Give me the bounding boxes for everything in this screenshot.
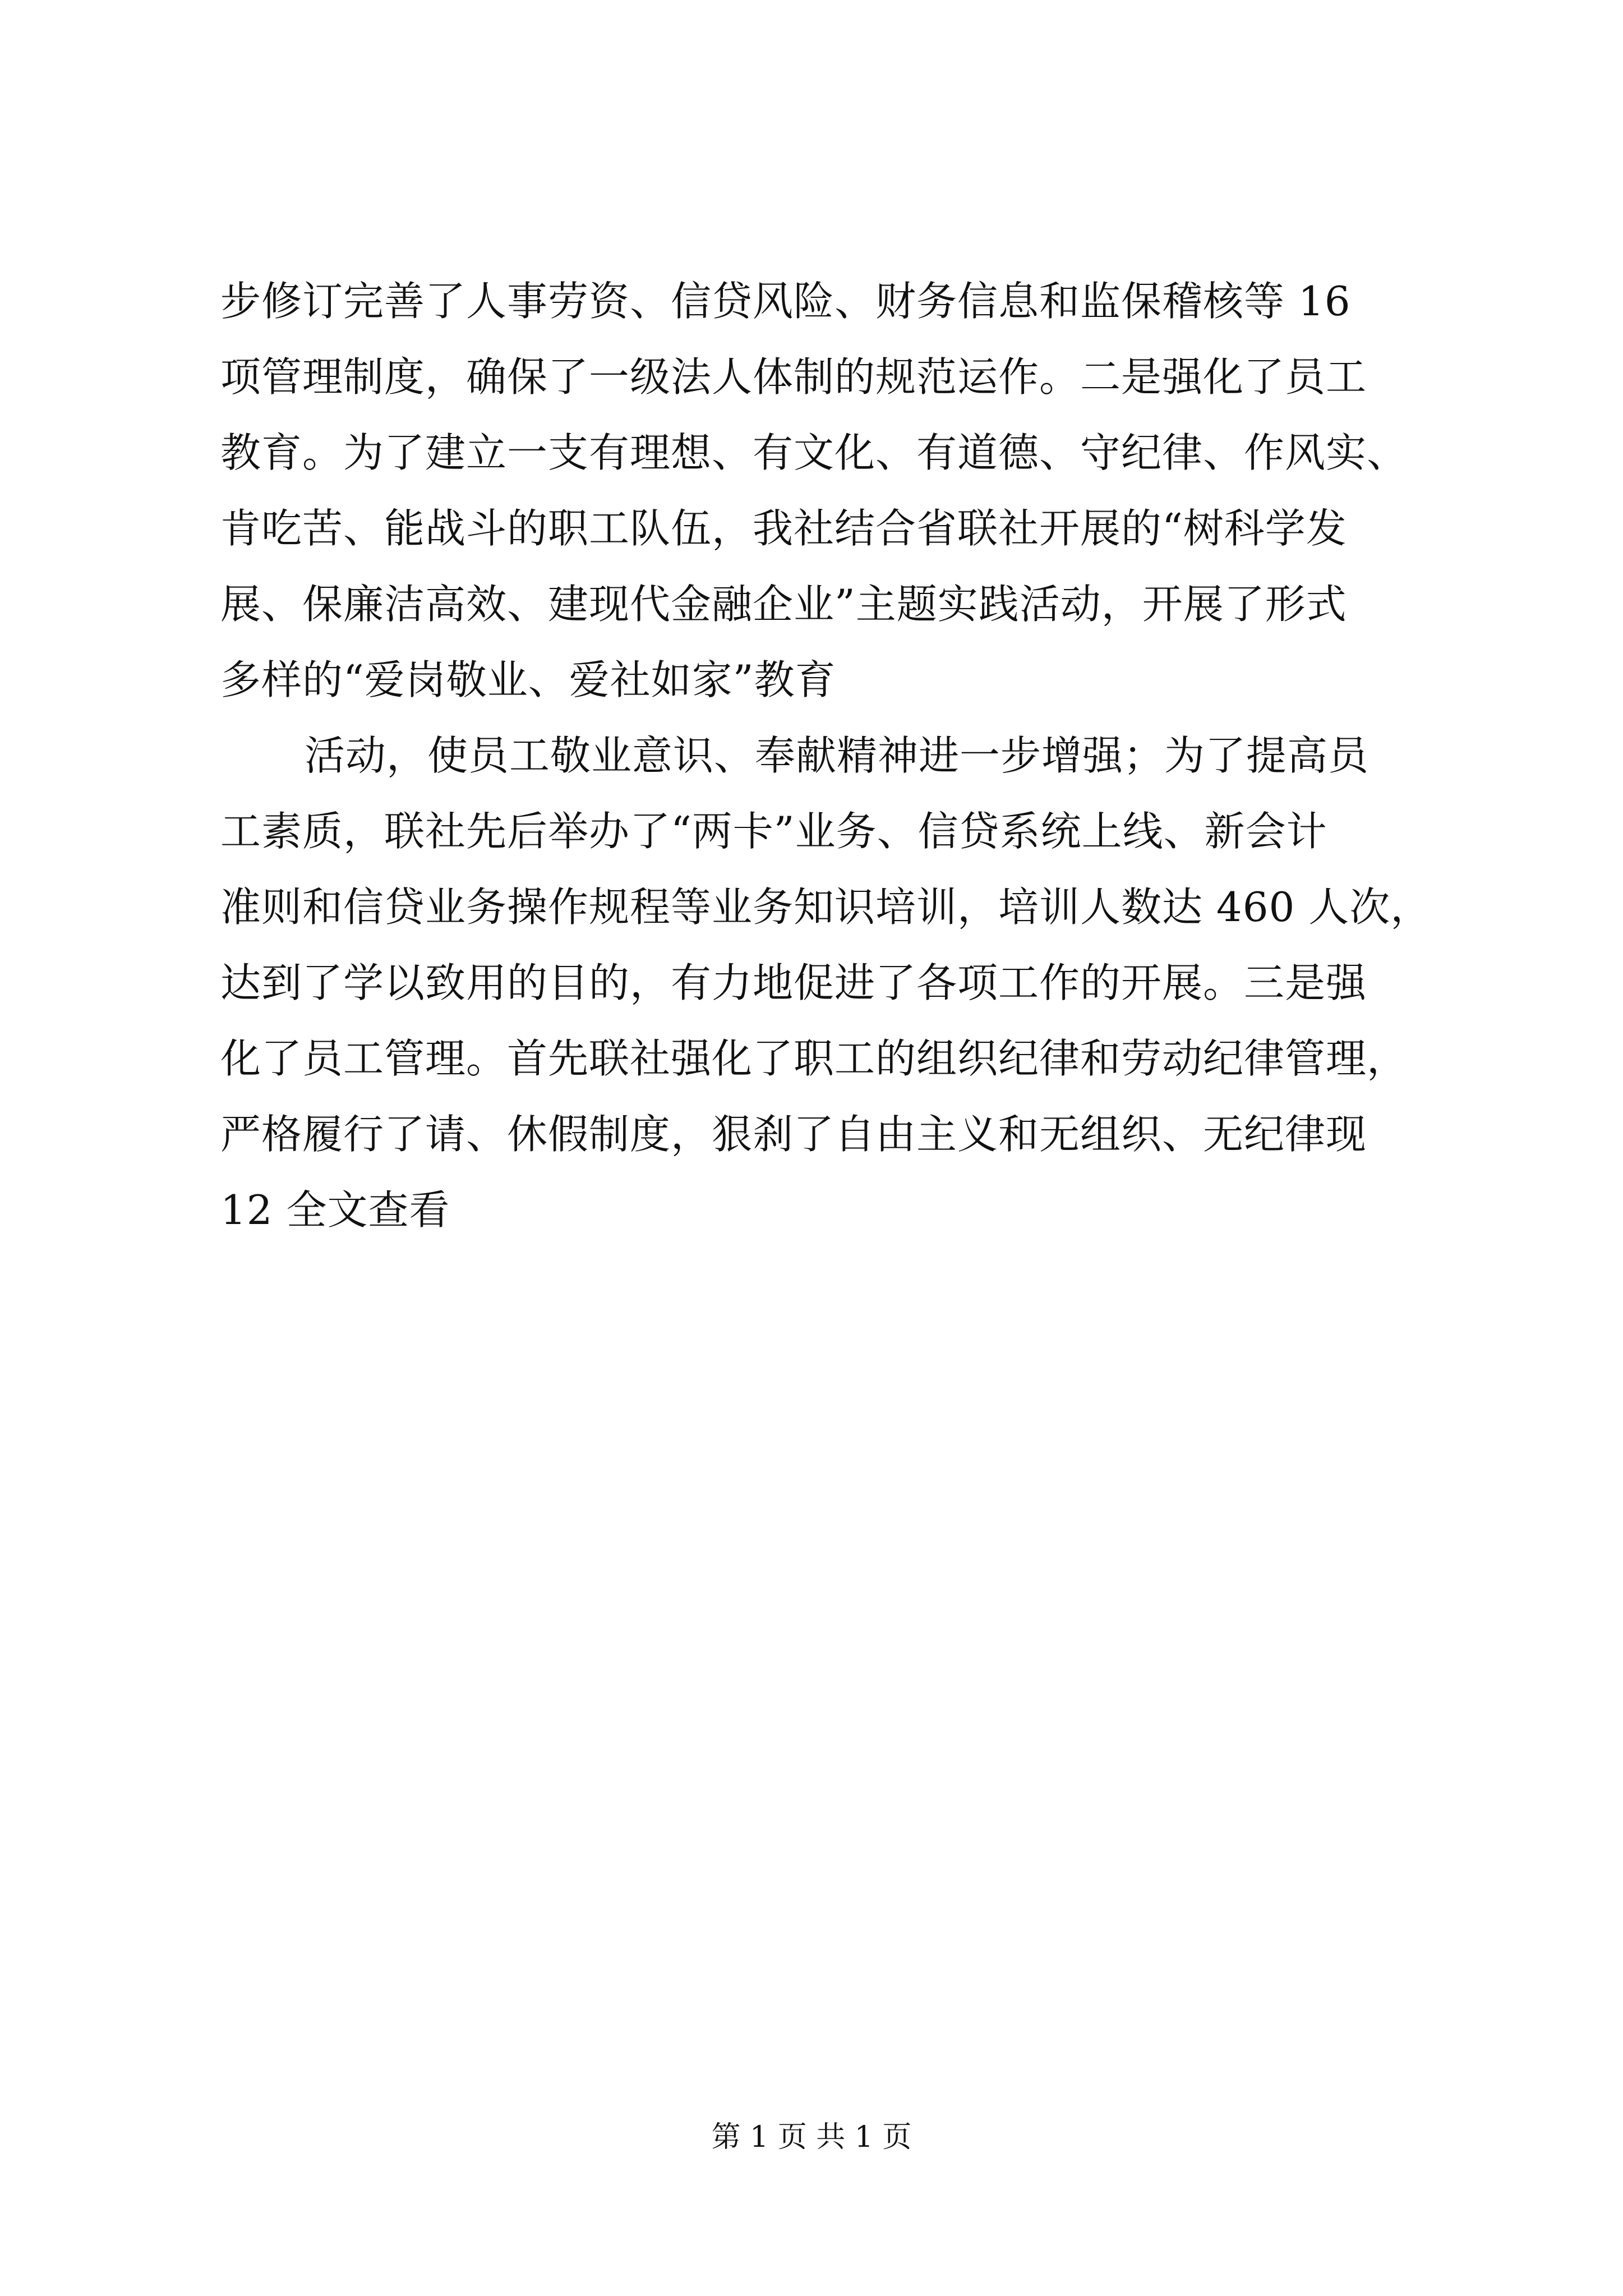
text-line: 项管理制度，确保了一级法人体制的规范运作。二是强化了员工	[220, 353, 1367, 401]
text-line: 活动，使员工敬业意识、奉献精神进一步增强；为了提高员	[305, 732, 1370, 779]
text-line: 工素质，联社先后举办了“两卡”业务、信贷系统上线、新会计	[220, 808, 1327, 855]
text-line: 肯吃苦、能战斗的职工队伍，我社结合省联社开展的“树科学发	[220, 505, 1347, 552]
text-line: 化了员工管理。首先联社强化了职工的组织纪律和劳动纪律管理，	[220, 1035, 1408, 1082]
text-line: 准则和信贷业务操作规程等业务知识培训，培训人数达 460 人次，	[220, 884, 1432, 931]
text-line: 教育。为了建立一支有理想、有文化、有道德、守纪律、作风实、	[220, 429, 1408, 476]
text-line: 步修订完善了人事劳资、信贷风险、财务信息和监保稽核等 16	[220, 278, 1351, 325]
text-line: 达到了学以致用的目的，有力地促进了各项工作的开展。三是强	[220, 959, 1367, 1006]
page-footer: 第 1 页 共 1 页	[711, 2120, 912, 2154]
text-line: 展、保廉洁高效、建现代金融企业”主题实践活动，开展了形式	[220, 581, 1347, 628]
text-line: 严格履行了请、休假制度，狠刹了自由主义和无组织、无纪律现	[220, 1111, 1367, 1158]
document-body	[220, 264, 1432, 1248]
text-line: 12 全文查看	[220, 1186, 450, 1234]
text-line: 多样的“爱岗敬业、爱社如家”教育	[220, 656, 836, 703]
